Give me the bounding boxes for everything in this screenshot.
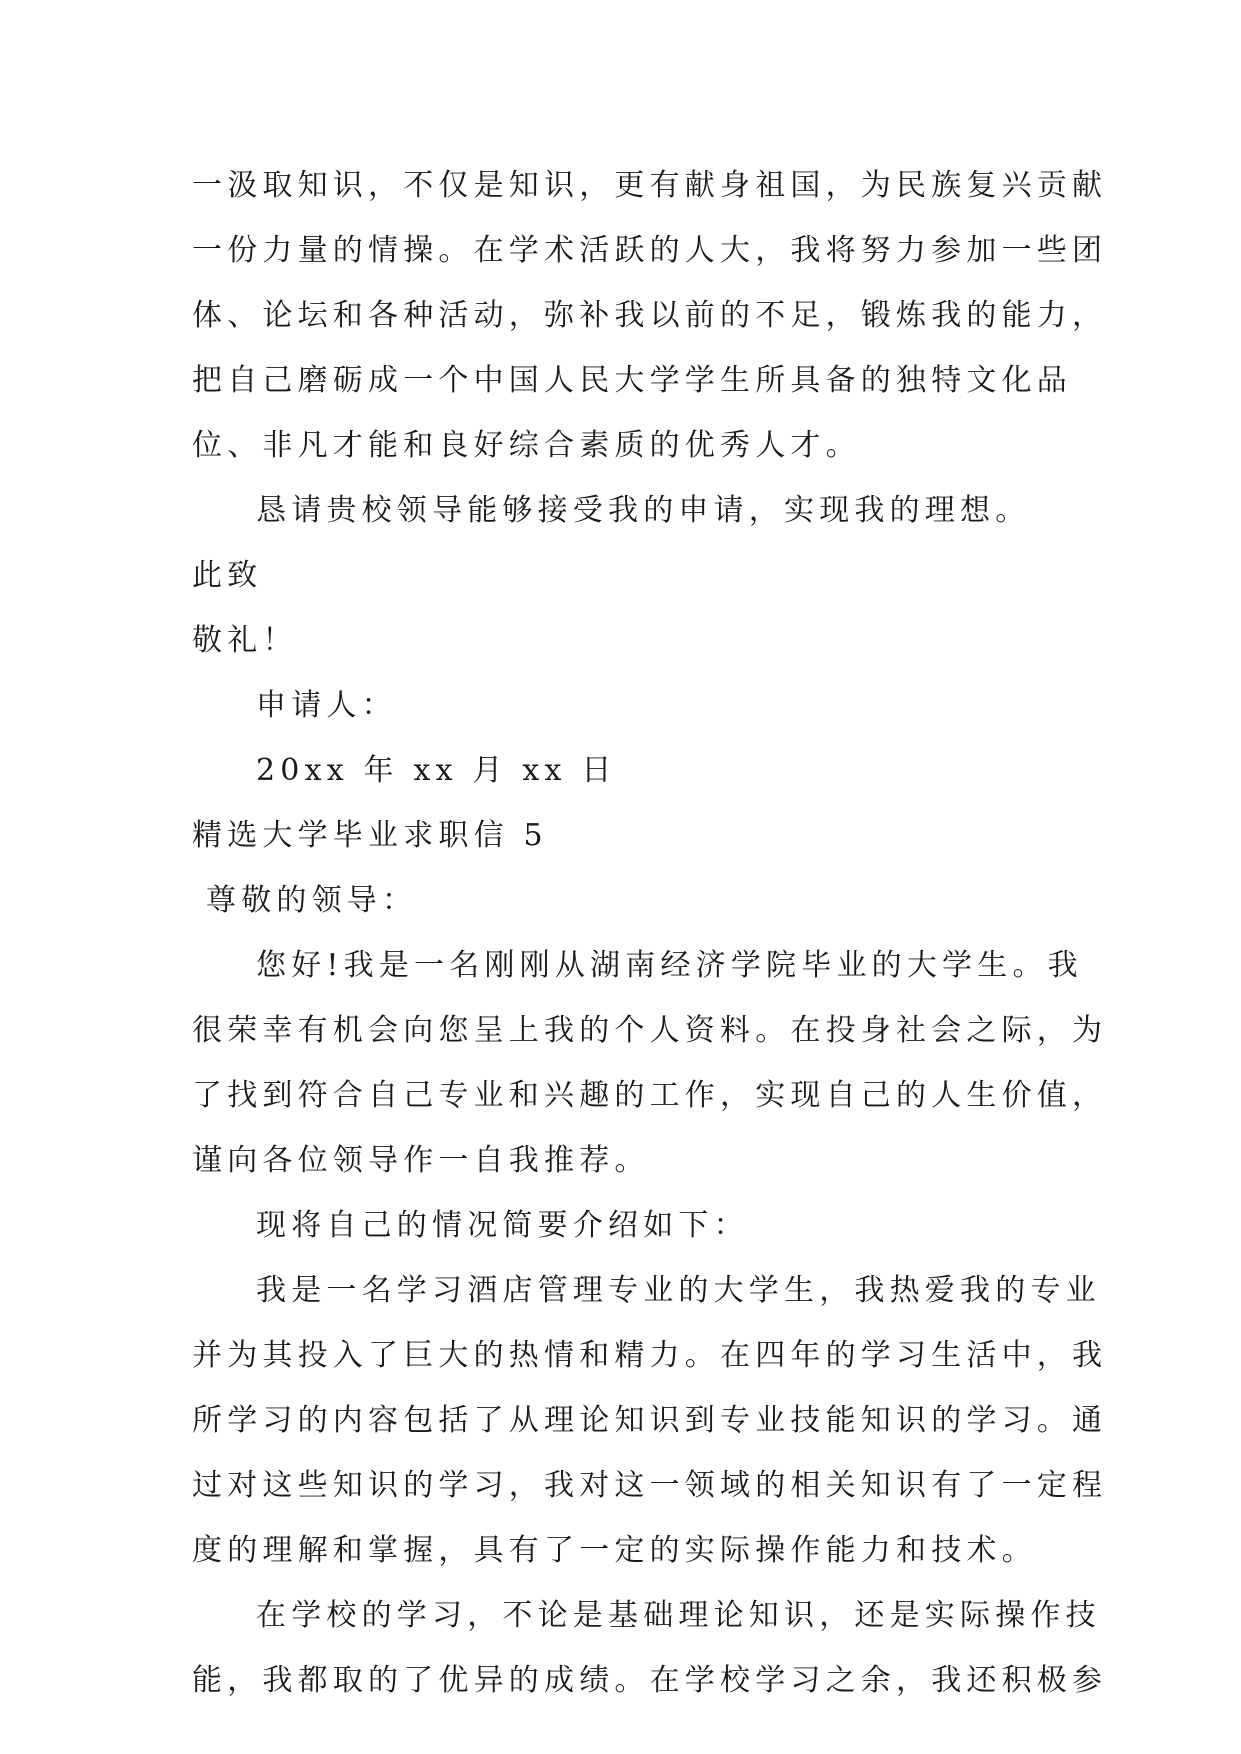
paragraph-line: 所学习的内容包括了从理论知识到专业技能知识的学习。通 (192, 1403, 1108, 1438)
paragraph-line: 恳请贵校领导能够接受我的申请，实现我的理想。 (256, 493, 1031, 528)
paragraph-line: 了找到符合自己专业和兴趣的工作，实现自己的人生价值， (192, 1078, 1108, 1113)
greeting-line: 尊敬的领导： (206, 883, 418, 918)
paragraph-line: 能，我都取的了优异的成绩。在学校学习之余，我还积极参 (192, 1663, 1108, 1698)
paragraph-line: 一汲取知识，不仅是知识，更有献身祖国，为民族复兴贡献 (192, 168, 1108, 203)
paragraph-line: 并为其投入了巨大的热情和精力。在四年的学习生活中，我 (192, 1338, 1108, 1373)
paragraph-line: 度的理解和掌握，具有了一定的实际操作能力和技术。 (192, 1533, 1037, 1568)
section-title: 精选大学毕业求职信 5 (192, 818, 548, 853)
paragraph-line: 在学校的学习，不论是基础理论知识，还是实际操作技 (256, 1598, 1101, 1633)
paragraph-line: 把自己磨砺成一个中国人民大学学生所具备的独特文化品 (192, 363, 1072, 398)
paragraph-line: 现将自己的情况简要介绍如下： (256, 1208, 749, 1243)
date-line: 20xx 年 xx 月 xx 日 (256, 753, 617, 788)
paragraph-line: 您好!我是一名刚刚从湖南经济学院毕业的大学生。我 (256, 948, 1083, 983)
paragraph-line: 一份力量的情操。在学术活跃的人大，我将努力参加一些团 (192, 233, 1108, 268)
paragraph-line: 谨向各位领导作一自我推荐。 (192, 1143, 650, 1178)
salutation-line: 敬礼！ (192, 623, 298, 658)
paragraph-line: 我是一名学习酒店管理专业的大学生，我热爱我的专业 (256, 1273, 1101, 1308)
paragraph-line: 位、非凡才能和良好综合素质的优秀人才。 (192, 428, 861, 463)
paragraph-line: 过对这些知识的学习，我对这一领域的相关知识有了一定程 (192, 1468, 1108, 1503)
signature-line: 申请人： (256, 688, 397, 723)
paragraph-line: 很荣幸有机会向您呈上我的个人资料。在投身社会之际，为 (192, 1013, 1108, 1048)
paragraph-line: 体、论坛和各种活动，弥补我以前的不足，锻炼我的能力， (192, 298, 1108, 333)
closing-line: 此致 (192, 558, 263, 593)
